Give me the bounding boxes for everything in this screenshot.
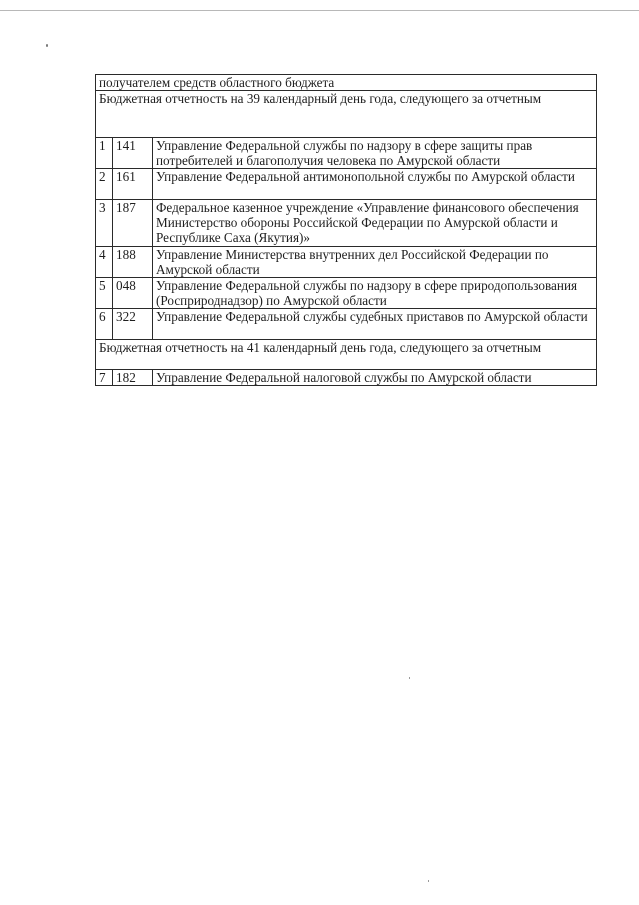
row-number: 7 xyxy=(96,370,113,386)
row-number: 6 xyxy=(96,309,113,340)
row-code: 182 xyxy=(113,370,153,386)
recipients-table xyxy=(95,74,597,386)
row-code: 141 xyxy=(113,138,153,169)
row-name: Управление Министерства внутренних дел Российской Федерации по Амурской области xyxy=(153,247,597,278)
row-number: 5 xyxy=(96,278,113,309)
row-number: 2 xyxy=(96,169,113,200)
row-name: Управление Федеральной антимонопольной службы по Амурской области xyxy=(153,169,597,200)
row-code: 048 xyxy=(113,278,153,309)
table-row xyxy=(96,278,597,309)
table-row xyxy=(96,169,597,200)
row-name: Управление Федеральной налоговой службы по Амурской области xyxy=(153,370,597,386)
scan-edge-line xyxy=(0,10,639,11)
row-name: Управление Федеральной службы по надзору в сфере природопользования (Росприроднадзор) по Амурской области xyxy=(153,278,597,309)
table-row xyxy=(96,370,597,386)
scan-speck xyxy=(428,880,429,882)
section-title-row xyxy=(96,91,597,138)
table-header-row xyxy=(96,75,597,91)
table-row xyxy=(96,200,597,247)
row-number: 3 xyxy=(96,200,113,247)
row-name: Управление Федеральной службы по надзору в сфере защиты прав потребителей и благополучия человека по Амурской области xyxy=(153,138,597,169)
scan-speck xyxy=(409,677,410,679)
table-row xyxy=(96,309,597,340)
section-title: Бюджетная отчетность на 39 календарный день года, следующего за отчетным xyxy=(96,91,597,138)
row-code: 188 xyxy=(113,247,153,278)
row-code: 322 xyxy=(113,309,153,340)
row-name: Управление Федеральной службы судебных приставов по Амурской области xyxy=(153,309,597,340)
row-name: Федеральное казенное учреждение «Управление финансового обеспечения Министерство обороны Российской Федерации по Амурской области и Республике Саха (Якутия)» xyxy=(153,200,597,247)
table-row xyxy=(96,247,597,278)
header-cell: получателем средств областного бюджета xyxy=(96,75,597,91)
row-number: 1 xyxy=(96,138,113,169)
section-title-row xyxy=(96,340,597,370)
section-title: Бюджетная отчетность на 41 календарный день года, следующего за отчетным xyxy=(96,340,597,370)
row-code: 161 xyxy=(113,169,153,200)
row-number: 4 xyxy=(96,247,113,278)
row-code: 187 xyxy=(113,200,153,247)
scan-speck xyxy=(46,44,48,47)
table-row xyxy=(96,138,597,169)
